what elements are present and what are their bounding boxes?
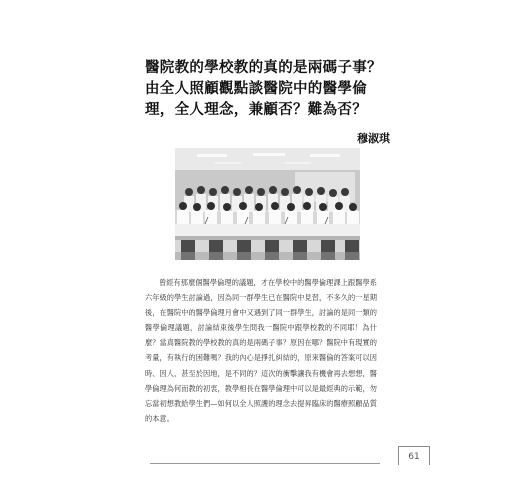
group-photo: [175, 148, 360, 260]
article-body: 曾經有那麼個醫學倫理的議題，才在學校中的醫學倫理課上跟醫學系六年級的學生討論過，因為同一群學生已在醫院中見習，不多久的一星期後，在醫院中的醫學倫理月會中又遇到了同一群學生，討論的是同一類的醫學倫理議題，討論結束後學生問我一醫院中跟學校教的不同耶！為什麼？當真醫院教的學校教的真的是兩碼子事？原因在哪？醫院中有現實的考量，有執行的困難嗎？我的內心是掙扎糾結的，原來醫倫的答案可以因時、因人、甚至於因地，是不同的？這次的衝擊讓我有機會再去想想，醫學倫理為何而教的初衷，教學相長在醫學倫理中可以是最經典的示範，勿忘當初想教給學生們—如何以全人照護的理念去提昇臨床的醫療照顧品質的本意。: [145, 278, 377, 423]
footer-rule: [150, 463, 380, 464]
page-number: 61: [398, 446, 430, 465]
author-name: 穆淑琪: [357, 132, 390, 145]
article-title: 醫院教的學校教的真的是兩碼子事？由全人照顧觀點談醫院中的醫學倫理，全人理念，兼顧否？難為否？: [145, 60, 382, 118]
